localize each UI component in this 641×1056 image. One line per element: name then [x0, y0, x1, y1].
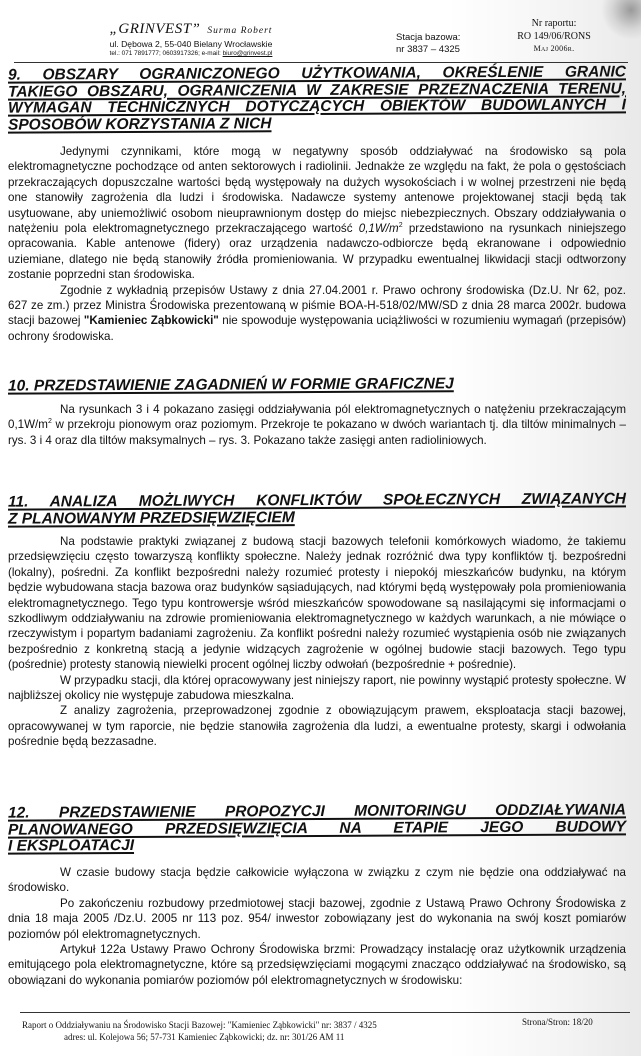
- superscript: 2: [47, 418, 52, 426]
- station-number: nr 3837 – 4325: [396, 44, 460, 55]
- header-divider: [14, 62, 628, 63]
- station-name-bold: "Kamieniec Ząbkowicki": [83, 314, 219, 328]
- report-number: RO 149/06/RONS: [517, 30, 591, 42]
- report-label: Nr raportu:: [531, 18, 577, 29]
- company-block: [96, 20, 286, 57]
- heading-line: 10. PRZEDSTAWIENIE ZAGADNIEŃ W FORMIE GRAFICZNEJ: [8, 375, 454, 395]
- section-9-heading: [8, 64, 626, 134]
- page-number: Strona/Stron: 18/20: [522, 1017, 593, 1027]
- superscript: 2: [398, 222, 403, 230]
- company-contact: [96, 50, 286, 57]
- station-label: Stacja bazowa:: [396, 32, 461, 43]
- heading-line: I EKSPLOATACJI: [8, 837, 135, 856]
- paragraph: [8, 144, 626, 283]
- paragraph: Artykuł 122a Ustawy Prawo Ochrony Środowiska brzmi: Prowadzący instalację oraz użytkownik urządzenia emitującego pola elektromagnetyczne, które są przedsięwzięciami mogącymi znacząco oddziaływać na środowisko, są obowiązani do wykonania pomiarów poziomów pól elektromagnetycznych w środowisku:: [8, 943, 626, 987]
- heading-line: 11. ANALIZA MOŻLIWYCH KONFLIKTÓW SPOŁECZNYCH ZWIĄZANYCH: [8, 490, 626, 511]
- heading-line: TAKIEGO OBSZARU, OGRANICZENIA W ZAKRESIE PRZEZNACZENIA TERENU,: [8, 80, 626, 101]
- paragraph: Na podstawie praktyki związanej z budową stacji bazowych telefonii komórkowych wiadomo, że takiemu przedsięwzięciu często towarzyszą konflikty społeczne. Należy jednak rozróżnić dwa typy konfliktów tj. bezpośredni (lokalny), pośredni. Za konflikt bezpośredni należy rozumieć protesty i niepokój mieszkańców budynku, na którym będzie wybudowana stacja bazowa oraz budynków sąsiadujących, nad którymi będą występowały pola promieniowania elektromagnetycznego. Tego typu kontrowersje wśród mieszkańców spowodowane są nasilającymi się informacjami o szkodliwym oddziaływaniu na zdrowie promieniowania elektromagnetycznego w każdych warunkach, a nie mówiące o rzeczywistym i popartym badaniami zagrożeniu. Za konflikt pośredni należy rozumieć wystąpienia osób nie związanych bezpośrednio z konkretną stacją a jedynie widzących zagrożenie w ogólnej budowie stacji bazowych. Tego typu (pośrednie) protesty stanowią niewielki procent ogólnej liczby odwołań (bezpośrednie + pośrednie).: [8, 535, 626, 672]
- heading-line: SPOSOBÓW KORZYSTANIA Z NICH: [8, 115, 272, 134]
- paragraph-text: w przekroju pionowym oraz poziomym. Przekroje te pokazano w dwóch wariantach tj. dla tiltów minimalnych – rys. 3 i 4 oraz dla tiltów maksymalnych – rys. 3. Pokazano także zasięgi anten radioliniowych.: [8, 418, 626, 447]
- heading-line: PLANOWANEGO PRZEDSIĘWZIĘCIA NA ETAPIE JEGO BUDOWY: [8, 818, 626, 839]
- section-9-body: [8, 144, 626, 344]
- heading-line: 9. OBSZARY OGRANICZONEGO UŻYTKOWANIA, OKREŚLENIE GRANIC: [8, 63, 626, 84]
- section-11-heading: [8, 491, 626, 528]
- field-value: 0,1W/m: [358, 222, 399, 236]
- company-phone: tel.: 071 7891777; 0603917326; e-mail:: [109, 50, 223, 57]
- section-12-heading: [8, 802, 626, 855]
- paragraph: W przypadku stacji, dla której opracowywany jest niniejszy raport, nie powinny wystąpić protesty społeczne. W najbliższej okolicy nie występuje zabudowa mieszkalna.: [8, 673, 626, 703]
- paragraph-text: Zgodnie z wykładnią przepisów Ustawy z dnia 27.04.2001 r. Prawo ochrony środowiska (Dz.U. Nr 62, poz. 627 ze zm.) przez Ministra Środowiska prezentowaną w piśmie BOA-H-518/02/MW/SD z dnia 28 marca 2002r. budowa stacji bazowej: [8, 283, 626, 328]
- paragraph: [8, 283, 626, 345]
- report-block: [494, 18, 614, 56]
- heading-line: 12. PRZEDSTAWIENIE PROPOZYCJI MONITORINGU ODDZIAŁYWANIA: [8, 801, 626, 822]
- company-owner: Surma Robert: [207, 26, 273, 36]
- heading-line: Z PLANOWANYM PRZEDSIĘWZIĘCIEM: [8, 508, 295, 528]
- paragraph: [8, 402, 626, 448]
- section-10-body: [8, 402, 626, 448]
- footer-address: adres: ul. Kolejowa 56; 57-731 Kamieniec Ząbkowicki; dz. nr: 301/26 AM 11: [64, 1032, 345, 1042]
- footer-report-title: Raport o Oddziaływaniu na Środowisko Stacji Bazowej: "Kamieniec Ząbkowicki" nr: 3837 / 4325: [22, 1020, 377, 1030]
- company-address: ul. Dębowa 2, 55-040 Bielany Wrocławskie: [109, 39, 273, 49]
- section-12-body: [8, 865, 626, 988]
- section-10-heading: [8, 375, 626, 395]
- heading-line: WYMAGAŃ TECHNICZNYCH DOTYCZĄCYCH OBIEKTÓW BUDOWLANYCH I: [8, 96, 626, 118]
- paragraph: Z analizy zagrożenia, przeprowadzonej zgodnie z obowiązującym prawem, eksploatacja stacji bazowej, opracowywanej w tym raporcie, nie będzie stanowiła zagrożenia dla ludzi, a ewentualne protesty, skargi i odwołania pośrednie będą bezzasadne.: [8, 704, 626, 749]
- station-block: [396, 32, 460, 56]
- report-date: Maj 2006r.: [533, 44, 575, 53]
- paragraph-text: Na rysunkach 3 i 4 pokazano zasięgi oddziaływania pól elektromagnetycznych o natężeniu przekraczającym 0,1W/m: [8, 403, 626, 432]
- paragraph: W czasie budowy stacja będzie całkowicie wyłączona w związku z czym nie będzie ona oddziaływać na środowisko.: [8, 866, 626, 895]
- paragraph: Po zakończeniu rozbudowy przedmiotowej stacji bazowej, zgodnie z Ustawą Prawo Ochrony Środowiska z dnia 18 maja 2005 /Dz.U. 2005 nr 113 poz. 954/ inwestor zobowiązany jest do wykonania na swój koszt pomiarów poziomów pól elektromagnetycznych.: [8, 896, 626, 941]
- paragraph-text: Jedynymi czynnikami, które mogą w negatywny sposób oddziaływać na środowisko są pola elektromagnetyczne pochodzące od anten sektorowych i radiolinii. Jednakże ze względu na fakt, że pola o gęstościach przekraczających dopuszczalne wartości będą występowały na dużych wysokościach i w wolnej przestrzeni nie będą one stanowiły zagrożenia dla ludzi i środowiska. Nadawcze systemy antenowe projektowanej stacji będą tak usytuowane, aby uniemożliwić osobom nieuprawnionym dostęp do miejsc niebezpiecznych. Obszary oddziaływania o natężeniu pola elektromagnetycznego przekraczającego wartość: [8, 145, 626, 236]
- paragraph-text: nie spowoduje występowania uciążliwości w rozumieniu wymagań (przepisów) ochrony środowiska.: [8, 314, 626, 343]
- document-header: [0, 12, 641, 60]
- company-name: „GRINVEST”: [109, 21, 201, 37]
- paragraph-text: przedstawiono na rysunkach niniejszego opracowania. Kable antenowe (fidery) oraz urządzenia nadawczo-odbiorcze będą ekranowane i odpowiednio uziemiane, dlatego nie będą stanowiły źródła promieniowania. W przypadku ewentualnej likwidacji stacji odtworzony zostanie poprzedni stan środowiska.: [8, 222, 626, 282]
- section-11-body: [8, 534, 626, 750]
- footer-divider: [20, 1012, 630, 1013]
- company-email-link[interactable]: biuro@grinvest.pl: [222, 50, 273, 57]
